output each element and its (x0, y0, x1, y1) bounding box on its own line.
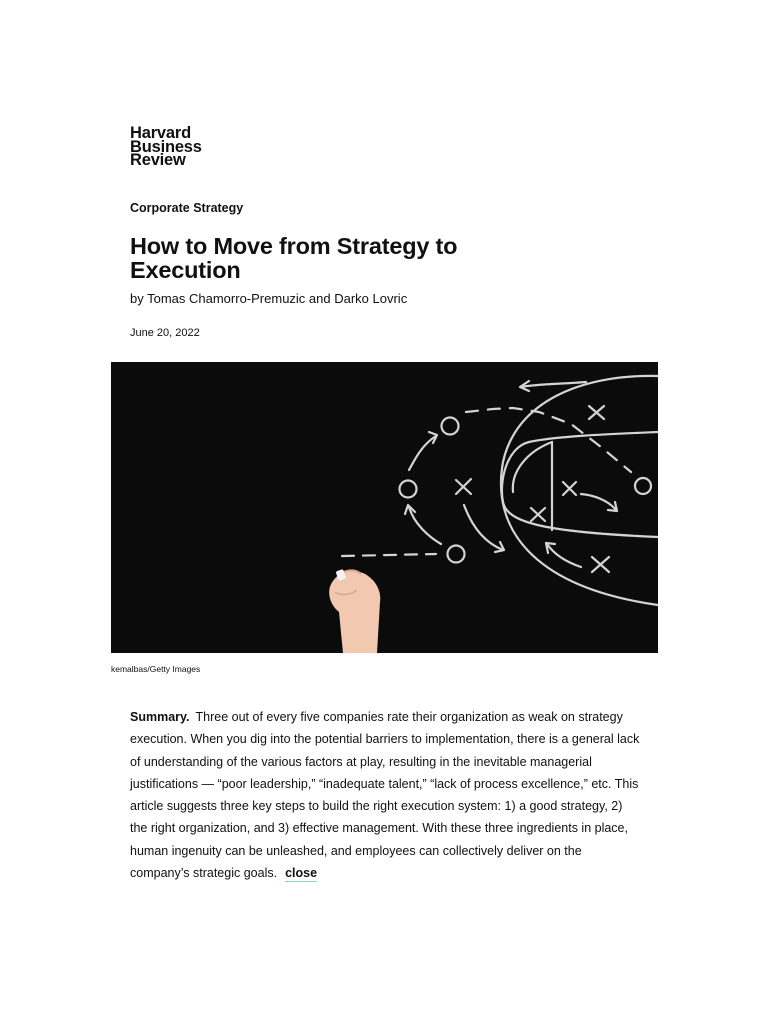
article-byline: by Tomas Chamorro-Premuzic and Darko Lovric (130, 291, 408, 306)
article-date: June 20, 2022 (130, 327, 200, 339)
article-title: How to Move from Strategy to Execution (130, 233, 458, 283)
logo-line-3: Review (130, 151, 186, 169)
close-summary-link[interactable]: close (285, 866, 318, 881)
article-summary (130, 706, 642, 884)
summary-text: Three out of every five companies rate their organization as weak on strategy execution. When you dig into the potential barriers to implementation, there is a general lack of understanding of the various factors at play, resulting in the inevitable managerial justifications — “poor leadership,” “inadequate talent,” “lack of process excellence,” etc. This article suggests three key steps to build the right execution system: 1) a good strategy, 2) the right organization, and 3) effective management. With these three ingredients in place, human ingenuity can be unleashed, and employees can collectively deliver on the company’s strategic goals. (130, 710, 640, 881)
logo-line-2: Business (130, 137, 202, 156)
summary-label: Summary. (130, 710, 190, 724)
hbr-logo[interactable] (130, 124, 202, 169)
hero-image (111, 362, 658, 653)
topic-link[interactable]: Corporate Strategy (130, 201, 244, 215)
chalkboard-play-diagram (111, 362, 658, 653)
logo-line-1: Harvard (130, 124, 191, 142)
image-credit: kemalbas/Getty Images (111, 664, 201, 674)
